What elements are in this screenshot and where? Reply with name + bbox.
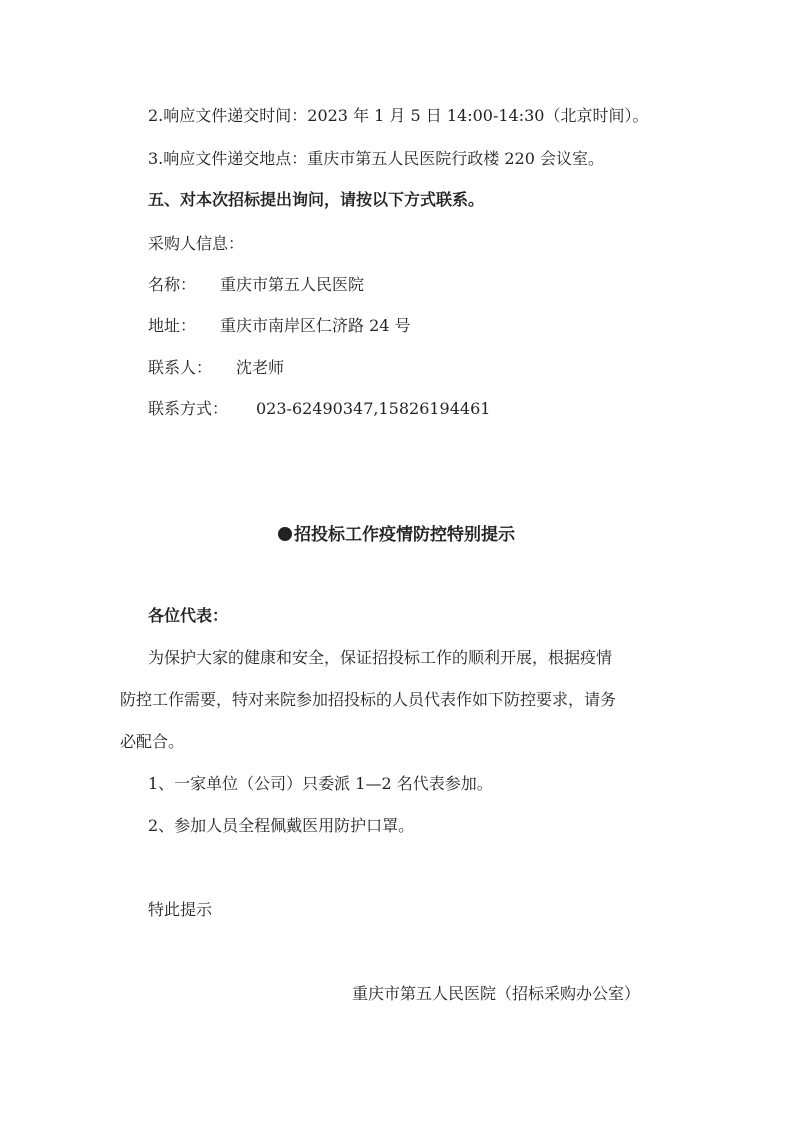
contact-phone-label: 联系方式： bbox=[148, 399, 229, 418]
requirement-1: 1、一家单位（公司）只委派 1—2 名代表参加。 bbox=[148, 774, 493, 793]
notice-paragraph-line-2: 防控工作需要，特对来院参加招投标的人员代表作如下防控要求，请务 bbox=[120, 690, 617, 709]
requirement-2: 2、参加人员全程佩戴医用防护口罩。 bbox=[148, 816, 415, 835]
notice-paragraph-line-3: 必配合。 bbox=[120, 732, 185, 751]
purchaser-address-value: 重庆市南岸区仁济路 24 号 bbox=[220, 316, 411, 335]
submission-time-line: 2.响应文件递交时间：2023 年 1 月 5 日 14:00-14:30（北京时间）。 bbox=[148, 106, 649, 125]
contact-phone-value: 023-62490347,15826194461 bbox=[256, 399, 491, 418]
notice-paragraph-line-1: 为保护大家的健康和安全，保证招投标工作的顺利开展，根据疫情 bbox=[148, 648, 613, 667]
bullet-icon bbox=[278, 527, 292, 541]
purchaser-address-label: 地址： bbox=[148, 316, 197, 335]
notice-greeting: 各位代表： bbox=[148, 606, 229, 625]
section-five-heading: 五、对本次招标提出询问，请按以下方式联系。 bbox=[148, 190, 485, 209]
purchaser-name-value: 重庆市第五人民医院 bbox=[220, 275, 365, 294]
purchaser-name-label: 名称： bbox=[148, 275, 197, 294]
contact-person-value: 沈老师 bbox=[236, 358, 285, 377]
closing-remark: 特此提示 bbox=[148, 900, 213, 919]
signature: 重庆市第五人民医院（招标采购办公室） bbox=[352, 984, 641, 1003]
notice-title bbox=[0, 524, 793, 546]
notice-title-text: 招投标工作疫情防控特别提示 bbox=[294, 525, 515, 545]
submission-location-line: 3.响应文件递交地点：重庆市第五人民医院行政楼 220 会议室。 bbox=[148, 149, 604, 168]
purchaser-info-title: 采购人信息： bbox=[148, 234, 245, 253]
contact-person-label: 联系人： bbox=[148, 358, 213, 377]
